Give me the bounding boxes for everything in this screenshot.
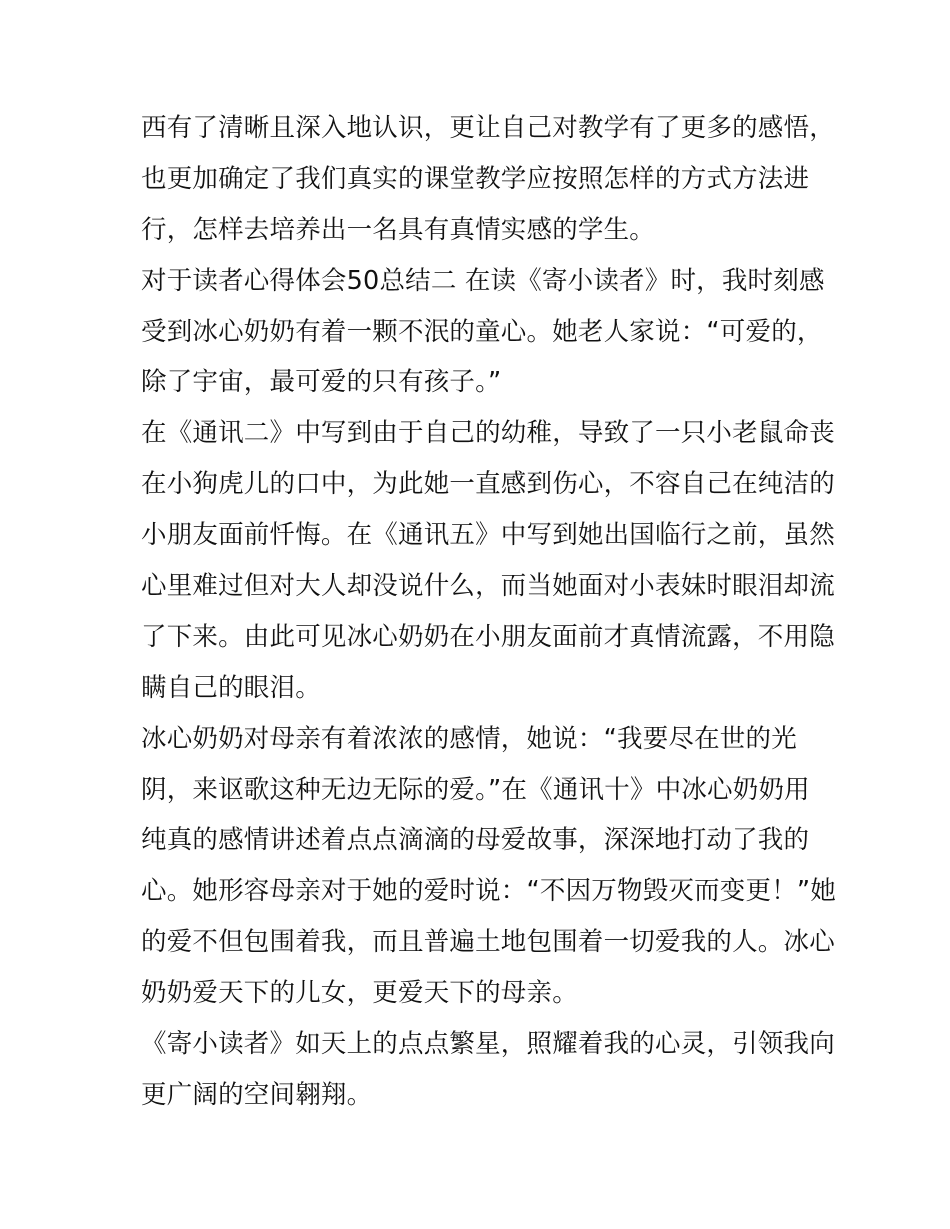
text-line: 纯真的感情讲述着点点滴滴的母爱故事，深深地打动了我的 bbox=[141, 825, 810, 856]
text-line: 也更加确定了我们真实的课堂教学应按照怎样的方式方法进 bbox=[141, 163, 810, 194]
text-line: 小朋友面前忏悔。在《通讯五》中写到她出国临行之前，虽然 bbox=[141, 520, 835, 551]
text-line: 心里难过但对大人却没说什么，而当她面对小表妹时眼泪却流 bbox=[141, 571, 835, 602]
paragraph-3 bbox=[141, 408, 835, 713]
text-line: 在《通讯二》中写到由于自己的幼稚，导致了一只小老鼠命丧 bbox=[141, 418, 835, 449]
text-line: 除了宇宙，最可爱的只有孩子。” bbox=[141, 367, 502, 398]
text-line: 在小狗虎儿的口中，为此她一直感到伤心，不容自己在纯洁的 bbox=[141, 469, 835, 500]
text-line: 行，怎样去培养出一名具有真情实感的学生。 bbox=[141, 214, 656, 245]
text-line: 阴，来讴歌这种无边无际的爱。”在《通讯十》中冰心奶奶用 bbox=[141, 774, 810, 805]
text-line: 了下来。由此可见冰心奶奶在小朋友面前才真情流露，不用隐 bbox=[141, 621, 835, 652]
text-line: 奶奶爱天下的儿女，更爱天下的母亲。 bbox=[141, 978, 578, 1009]
text-line: 更广阔的空间翱翔。 bbox=[141, 1079, 373, 1110]
text-line: 心。她形容母亲对于她的爱时说：“不因万物毁灭而变更！”她 bbox=[141, 876, 837, 907]
document-page bbox=[141, 103, 837, 1121]
text-line: 《寄小读者》如天上的点点繁星，照耀着我的心灵，引领我向 bbox=[141, 1029, 835, 1060]
paragraph-2 bbox=[141, 256, 825, 409]
text-line: 受到冰心奶奶有着一颗不泯的童心。她老人家说：“可爱的， bbox=[141, 316, 823, 347]
text-line: 冰心奶奶对母亲有着浓浓的感情，她说：“我要尽在世的光 bbox=[141, 723, 797, 754]
text-line: 对于读者心得体会50总结二 在读《寄小读者》时，我时刻感 bbox=[141, 265, 825, 296]
text-line: 西有了清晰且深入地认识，更让自己对教学有了更多的感悟， bbox=[141, 113, 835, 143]
paragraph-5 bbox=[141, 1019, 835, 1121]
paragraph-1 bbox=[141, 103, 835, 256]
paragraph-4 bbox=[141, 714, 837, 1019]
text-line: 的爱不但包围着我，而且普遍土地包围着一切爱我的人。冰心 bbox=[141, 927, 835, 958]
text-line: 瞒自己的眼泪。 bbox=[141, 672, 321, 703]
